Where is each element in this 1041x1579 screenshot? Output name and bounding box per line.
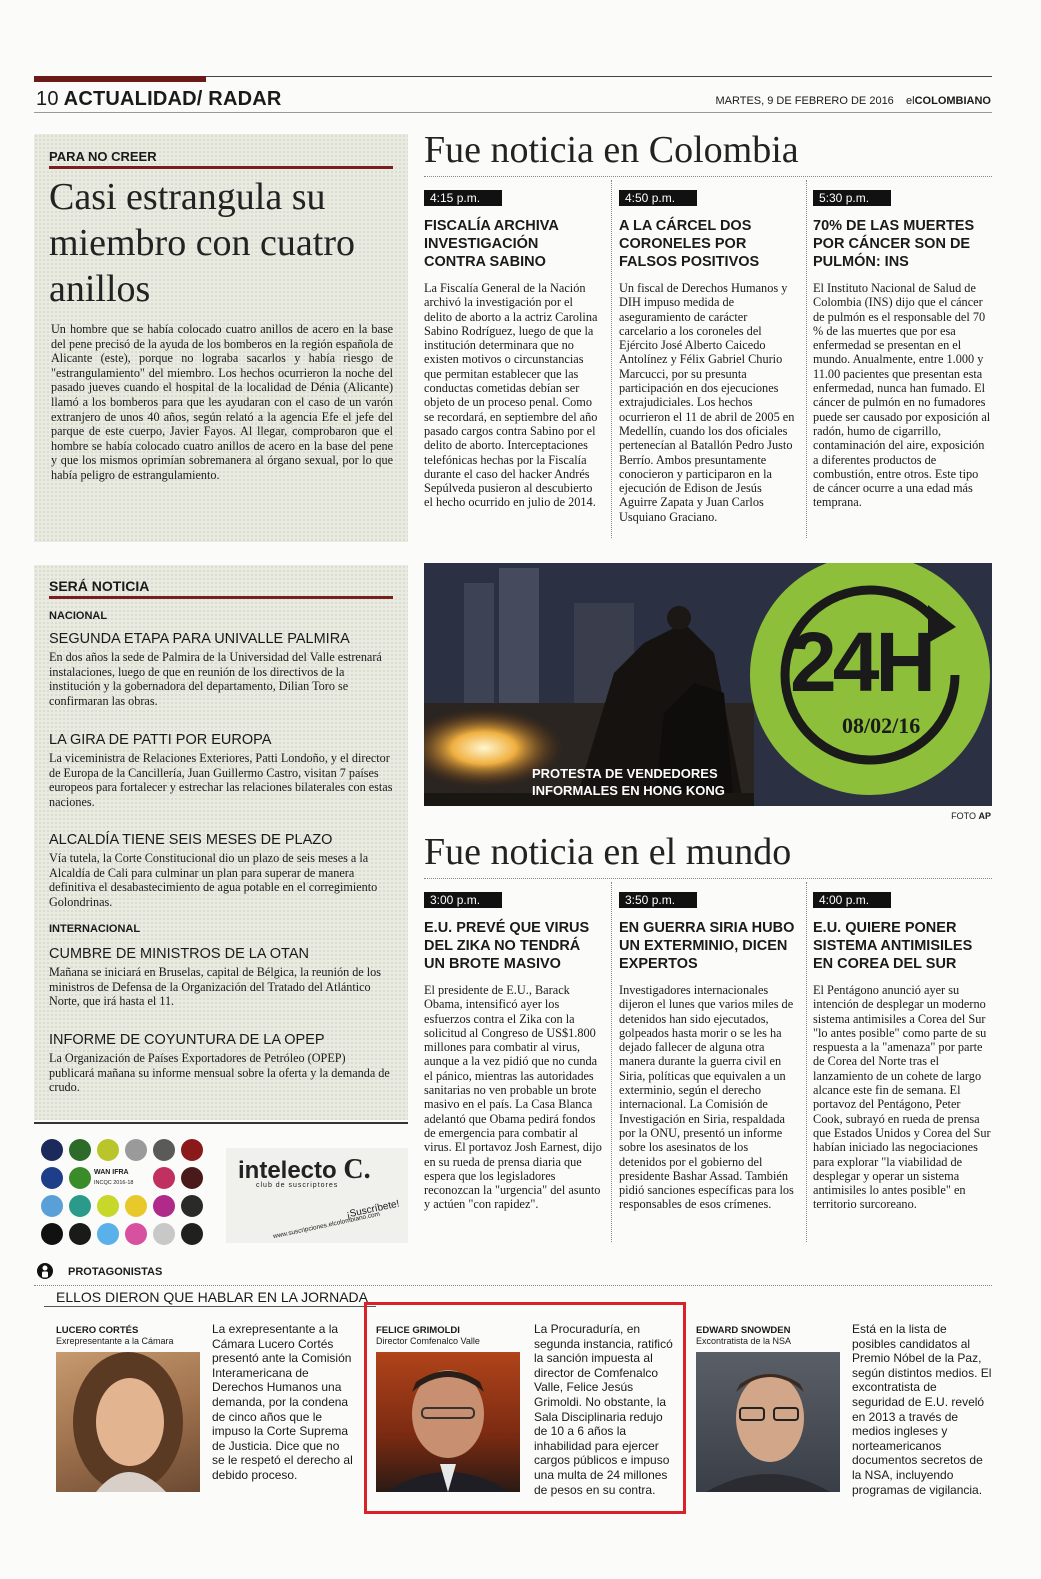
- time-badge: 4:00 p.m.: [813, 892, 891, 908]
- photo-caption: [532, 765, 725, 799]
- time-badge: 5:30 p.m.: [813, 190, 891, 206]
- news-body: El presidente de E.U., Barack Obama, intensificó ayer los esfuerzos contra el Zika con la solicitud al Congreso de US$1.800 millones para combatir al virus, aunque a la vez pidió que no cunda el pánico, mientras las autoridades sanitarias no ven probable un brote masivo en el país. La Casa Blanca adelantó que Obama pedirá fondos de emergencia para combatir al virus. El portavoz Josh Earnest, dijo en su rueda de prensa diaria que espera que los legisladores reconozcan la "urgencia" del asunto y actúen "con rapidez".: [424, 983, 602, 1212]
- time-badge: 3:50 p.m.: [619, 892, 697, 908]
- hong-kong-protest-photo: [424, 563, 992, 806]
- column-separator: [611, 882, 612, 1242]
- sera-noticia-body: Vía tutela, la Corte Constitucional dio un plazo de seis meses a la Alcaldía de Cali para culminar un plan para superar de manera definitiva el desabastecimiento de agua potable en el corregimiento Golondrinas.: [49, 851, 378, 909]
- para-no-creer-kicker: PARA NO CREER: [49, 149, 157, 164]
- news-headline: A LA CÁRCEL DOS CORONELES POR FALSOS POSITIVOS: [619, 218, 760, 270]
- photo-credit-label: FOTO: [951, 811, 976, 821]
- color-swatch-ad: [40, 1138, 210, 1248]
- protagonist-role: Exrepresentante a la Cámara: [56, 1336, 174, 1346]
- intelecto-subtitle: club de suscriptores: [256, 1182, 339, 1189]
- sera-noticia-item: [49, 945, 393, 1009]
- colombia-news-item: [424, 189, 602, 510]
- protagonist-name: FELICE GRIMOLDI: [376, 1325, 460, 1336]
- sera-noticia-item: [49, 831, 393, 909]
- badge-date: 08/02/16: [842, 713, 921, 738]
- protagonist-portrait: [696, 1352, 840, 1492]
- protagonist-text: La Procuraduría, en segunda instancia, ratificó la sanción impuesta al director de Comfenalco Valle, Felice Jesús Grimoldi. No obstante, la Sala Disciplinaria redujo de 10 a 6 años la inhabilidad para ejercer cargos públicos e impuso una multa de 24 millones de pesos en su contra.: [534, 1322, 673, 1497]
- section-name: ACTUALIDAD: [63, 88, 197, 110]
- sera-noticia-head: SEGUNDA ETAPA PARA UNIVALLE PALMIRA: [49, 631, 350, 647]
- subscribe-cta[interactable]: ¡Suscríbete!: [345, 1198, 401, 1221]
- photo-caption-line: INFORMALES EN HONG KONG: [532, 783, 725, 798]
- protagonist-name: EDWARD SNOWDEN: [696, 1325, 791, 1336]
- news-headline: FISCALÍA ARCHIVA INVESTIGACIÓN CONTRA SABINO: [424, 218, 559, 270]
- sera-noticia-head: CUMBRE DE MINISTROS DE LA OTAN: [49, 946, 309, 962]
- protagonist-text: La exrepresentante a la Cámara Lucero Cortés presentó ante la Comisión Interamericana de Derechos Humanos una demanda, por la condena de cinco años que le impuso la Corte Suprema de Justicia. Dice que no se le respetó el derecho al debido proceso.: [212, 1322, 353, 1482]
- news-body: El Instituto Nacional de Salud de Colombia (INS) dijo que el cáncer de pulmón es el responsable del 70 % de las muertes que por esa enfermedad se presentan en el mundo. Anualmente, entre 1.000 y 11.00 pacientes que presentan esta enfermedad, nunca han fumado. El cáncer de pulmón en no fumadores puede ser causado por exposición al radón, humo de cigarrillo, contaminación del aire, exposición a diferentes productos de combustión, entre otros. Este tipo de cáncer ocurre a una edad más temprana.: [813, 281, 991, 510]
- sera-noticia-body: Mañana se iniciará en Bruselas, capital de Bélgica, la reunión de los ministros de Defensa de la Organización del Tratado del Atlántico Norte, que irá hasta el 11.: [49, 965, 381, 1009]
- 24h-badge: [750, 563, 990, 795]
- protagonist-name: LUCERO CORTÉS: [56, 1325, 139, 1336]
- intelecto-c-logo: C.: [343, 1154, 371, 1185]
- sera-noticia-head: INFORME DE COYUNTURA DE LA OPEP: [49, 1032, 325, 1048]
- para-no-creer-body: Un hombre que se había colocado cuatro anillos de acero en la base del pene precisó de la ayuda de los bomberos en la región española de Alicante (este), porque no lograba sacarlos y había riesgo de "estrangulamiento" del miembro. Los hechos ocurrieron la noche del pasado jueves cuando el hospital de la localidad de Dénia (Alicante) llamó a los bomberos para que les ayudaran con el caso de un varón extranjero de unos 40 años, según relató a la agencia Efe el jefe del parque de este cuerpo, Javier Fayos. Al llegar, comprobaron que el hombre se había colocado cuatro anillos de acero en la base del pene y que los mismos oprimían sobremanera al órgano sexual, por lo que había peligro de estrangulamiento.: [51, 322, 393, 482]
- header-date-brand: [716, 95, 992, 107]
- news-headline: E.U. PREVÉ QUE VIRUS DEL ZIKA NO TENDRÁ UN BROTE MASIVO: [424, 920, 590, 972]
- photo-credit-source: AP: [978, 811, 991, 821]
- mundo-section-title: Fue noticia en el mundo: [424, 831, 792, 873]
- protagonist-portrait: [376, 1352, 520, 1492]
- intelecto-brand-text: intelecto: [238, 1157, 337, 1184]
- header-accent-bar: [34, 76, 206, 82]
- column-separator: [806, 882, 807, 1242]
- protagonist-text: Está en la lista de posibles candidatos al Premio Nóbel de la Paz, según distintos medios. El excontratista de seguridad de E.U. reveló en 2013 a través de medios ingleses y norteamericanos documentos secretos de la NSA, incluyendo programas de vigilancia.: [852, 1322, 992, 1497]
- issue-date: MARTES, 9 DE FEBRERO DE 2016: [715, 95, 894, 107]
- brand-name: COLOMBIANO: [914, 95, 991, 107]
- sera-noticia-head: LA GIRA DE PATTI POR EUROPA: [49, 732, 272, 748]
- sera-noticia-body: La Organización de Países Exportadores de Petróleo (OPEP) publicará mañana su informe mensual sobre la oferta y la demanda de crudo.: [49, 1051, 390, 1095]
- sera-noticia-kicker: SERÁ NOTICIA: [49, 578, 150, 594]
- inma-label: INCQC 2016-18: [94, 1180, 134, 1186]
- news-body: Un fiscal de Derechos Humanos y DIH impuso medida de aseguramiento de carácter carcelario a los coroneles del Ejército José Alberto Caicedo Antolínez y Félix Gabriel Churio Marcucci, por su presunta participación en dos ejecuciones extrajudiciales. Los hechos ocurrieron el 11 de abril de 2005 en Medellín, cuando los dos oficiales pertenecían al Batallón Pedro Justo Berrío. Ambos presuntamente conocieron y participaron en la ejecución de Edison de Jesús Aguirre Zapata y Juan Carlos Usquiano Graciano.: [619, 281, 795, 524]
- protagonistas-subtitle: ELLOS DIERON QUE HABLAR EN LA JORNADA: [56, 1289, 368, 1305]
- protagonist-portrait: [56, 1352, 200, 1492]
- news-body: La Fiscalía General de la Nación archivó la investigación por el delito de aborto a la actriz Carolina Sabino Rodríguez, luego de que la institución determinara que no existen motivos o circunstancias que permitan establecer que las conductas cometidas debían ser objeto de un proceso penal. Como se recordará, en septiembre del año pasado cargos contra Sabino por el delito de aborto. Interceptaciones telefónicas hechas por la Fiscalía durante el caso del hacker Andrés Sepúlveda pusieron al descubierto el hecho ocurrido en julio de 2014.: [424, 281, 598, 510]
- protagonist-role: Excontratista de la NSA: [696, 1336, 792, 1346]
- kicker-rule: [49, 166, 393, 169]
- internacional-label: INTERNACIONAL: [49, 923, 141, 935]
- badge-24h-text: 24H: [790, 615, 933, 709]
- person-icon: [36, 1262, 54, 1284]
- subscribe-url[interactable]: www.suscripciones.elcolombiano.com: [272, 1210, 381, 1241]
- para-no-creer-box: [34, 134, 408, 542]
- news-headline: E.U. QUIERE PONER SISTEMA ANTIMISILES EN COREA DEL SUR: [813, 920, 973, 972]
- protagonistas-rule: [34, 1285, 992, 1286]
- column-separator: [806, 180, 807, 538]
- protagonistas-label: PROTAGONISTAS: [68, 1266, 163, 1278]
- intelecto-ad[interactable]: [226, 1148, 408, 1243]
- color-dots-graphic: [40, 1138, 210, 1248]
- para-no-creer-title: Casi estrangula su miembro con cuatro anillos: [49, 176, 356, 310]
- mundo-news-item: [813, 891, 991, 1212]
- mundo-news-item: [424, 891, 602, 1212]
- time-badge: 3:00 p.m.: [424, 892, 502, 908]
- time-badge: 4:15 p.m.: [424, 190, 502, 206]
- photo-caption-line: PROTESTA DE VENDEDORES: [532, 766, 718, 781]
- sera-noticia-box: [34, 565, 408, 1120]
- colombia-news-item: [619, 189, 797, 524]
- header-bottom-rule: [34, 112, 992, 113]
- sera-noticia-head: ALCALDÍA TIENE SEIS MESES DE PLAZO: [49, 832, 333, 848]
- news-body: El Pentágono anunció ayer su intención de desplegar un moderno sistema antimisiles a Corea del Sur "lo antes posible" como parte de su respuesta a la "amenaza" por parte de Corea del Norte tras el lanzamiento de un cohete de largo alcance este fin de semana. El portavoz del Pentágono, Peter Cook, subrayó en rueda de prensa que Estados Unidos y Corea del Sur habían iniciado las negociaciones para explorar "la viabilidad de desplegar y operar un sistema antimisiles lo antes posible" en territorio surcoreano.: [813, 983, 991, 1212]
- colombia-news-item: [813, 189, 991, 510]
- page-number: 10: [36, 88, 59, 110]
- time-badge: 4:50 p.m.: [619, 190, 697, 206]
- colombia-title-rule: [424, 176, 992, 177]
- sera-noticia-item: [49, 731, 393, 809]
- box-bottom-rule: [34, 1122, 408, 1124]
- brand-prefix: el: [906, 95, 915, 107]
- mundo-news-item: [619, 891, 797, 1212]
- photo-credit: [951, 811, 991, 821]
- news-body: Investigadores internacionales dijeron el lunes que varios miles de detenidos han sido ejecutados, golpeados hasta morir o se les ha dejado fallecer de alguna otra manera durante la guerra civil en Siria, políticas que equivalen a un exterminio, según el derecho internacional. La Comisión de Investigación en Siria, respaldada por la ONU, presentó un informe sobre los asesinatos de los detenidos por el gobierno del presidente Bashar Assad. También pidió sanciones específicas para los responsables de esos crímenes.: [619, 983, 794, 1212]
- subtitle-underline: [44, 1306, 376, 1307]
- column-separator: [611, 180, 612, 538]
- news-headline: 70% DE LAS MUERTES POR CÁNCER SON DE PULMÓN: INS: [813, 218, 975, 270]
- page-section-header: 10 ACTUALIDAD/ RADAR: [36, 88, 282, 110]
- nacional-label: NACIONAL: [49, 610, 108, 622]
- sera-noticia-body: La viceministra de Relaciones Exteriores, Patti Londoño, y el director de Europa de la Cancillería, Juan Guillermo Castro, visitan 7 países europeos para fortalecer y estrechar las relaciones bilaterales con estas naciones.: [49, 751, 393, 809]
- mundo-title-rule: [424, 878, 992, 879]
- subsection-name: RADAR: [208, 88, 282, 110]
- sera-noticia-item: [49, 1031, 393, 1095]
- kicker-rule: [49, 596, 393, 599]
- protagonist-role: Director Comfenalco Valle: [376, 1336, 480, 1346]
- wan-ifra-label: WAN IFRA: [94, 1169, 129, 1176]
- colombia-section-title: Fue noticia en Colombia: [424, 129, 799, 171]
- news-headline: EN GUERRA SIRIA HUBO UN EXTERMINIO, DICEN EXPERTOS: [619, 920, 795, 972]
- sera-noticia-body: En dos años la sede de Palmira de la Universidad del Valle estrenará instalaciones, luego de que en reunión de los directivos de la institución y la gobernadora del departamento, Dilian Toro se confirmaran las obras.: [49, 650, 382, 708]
- sera-noticia-item: [49, 630, 393, 708]
